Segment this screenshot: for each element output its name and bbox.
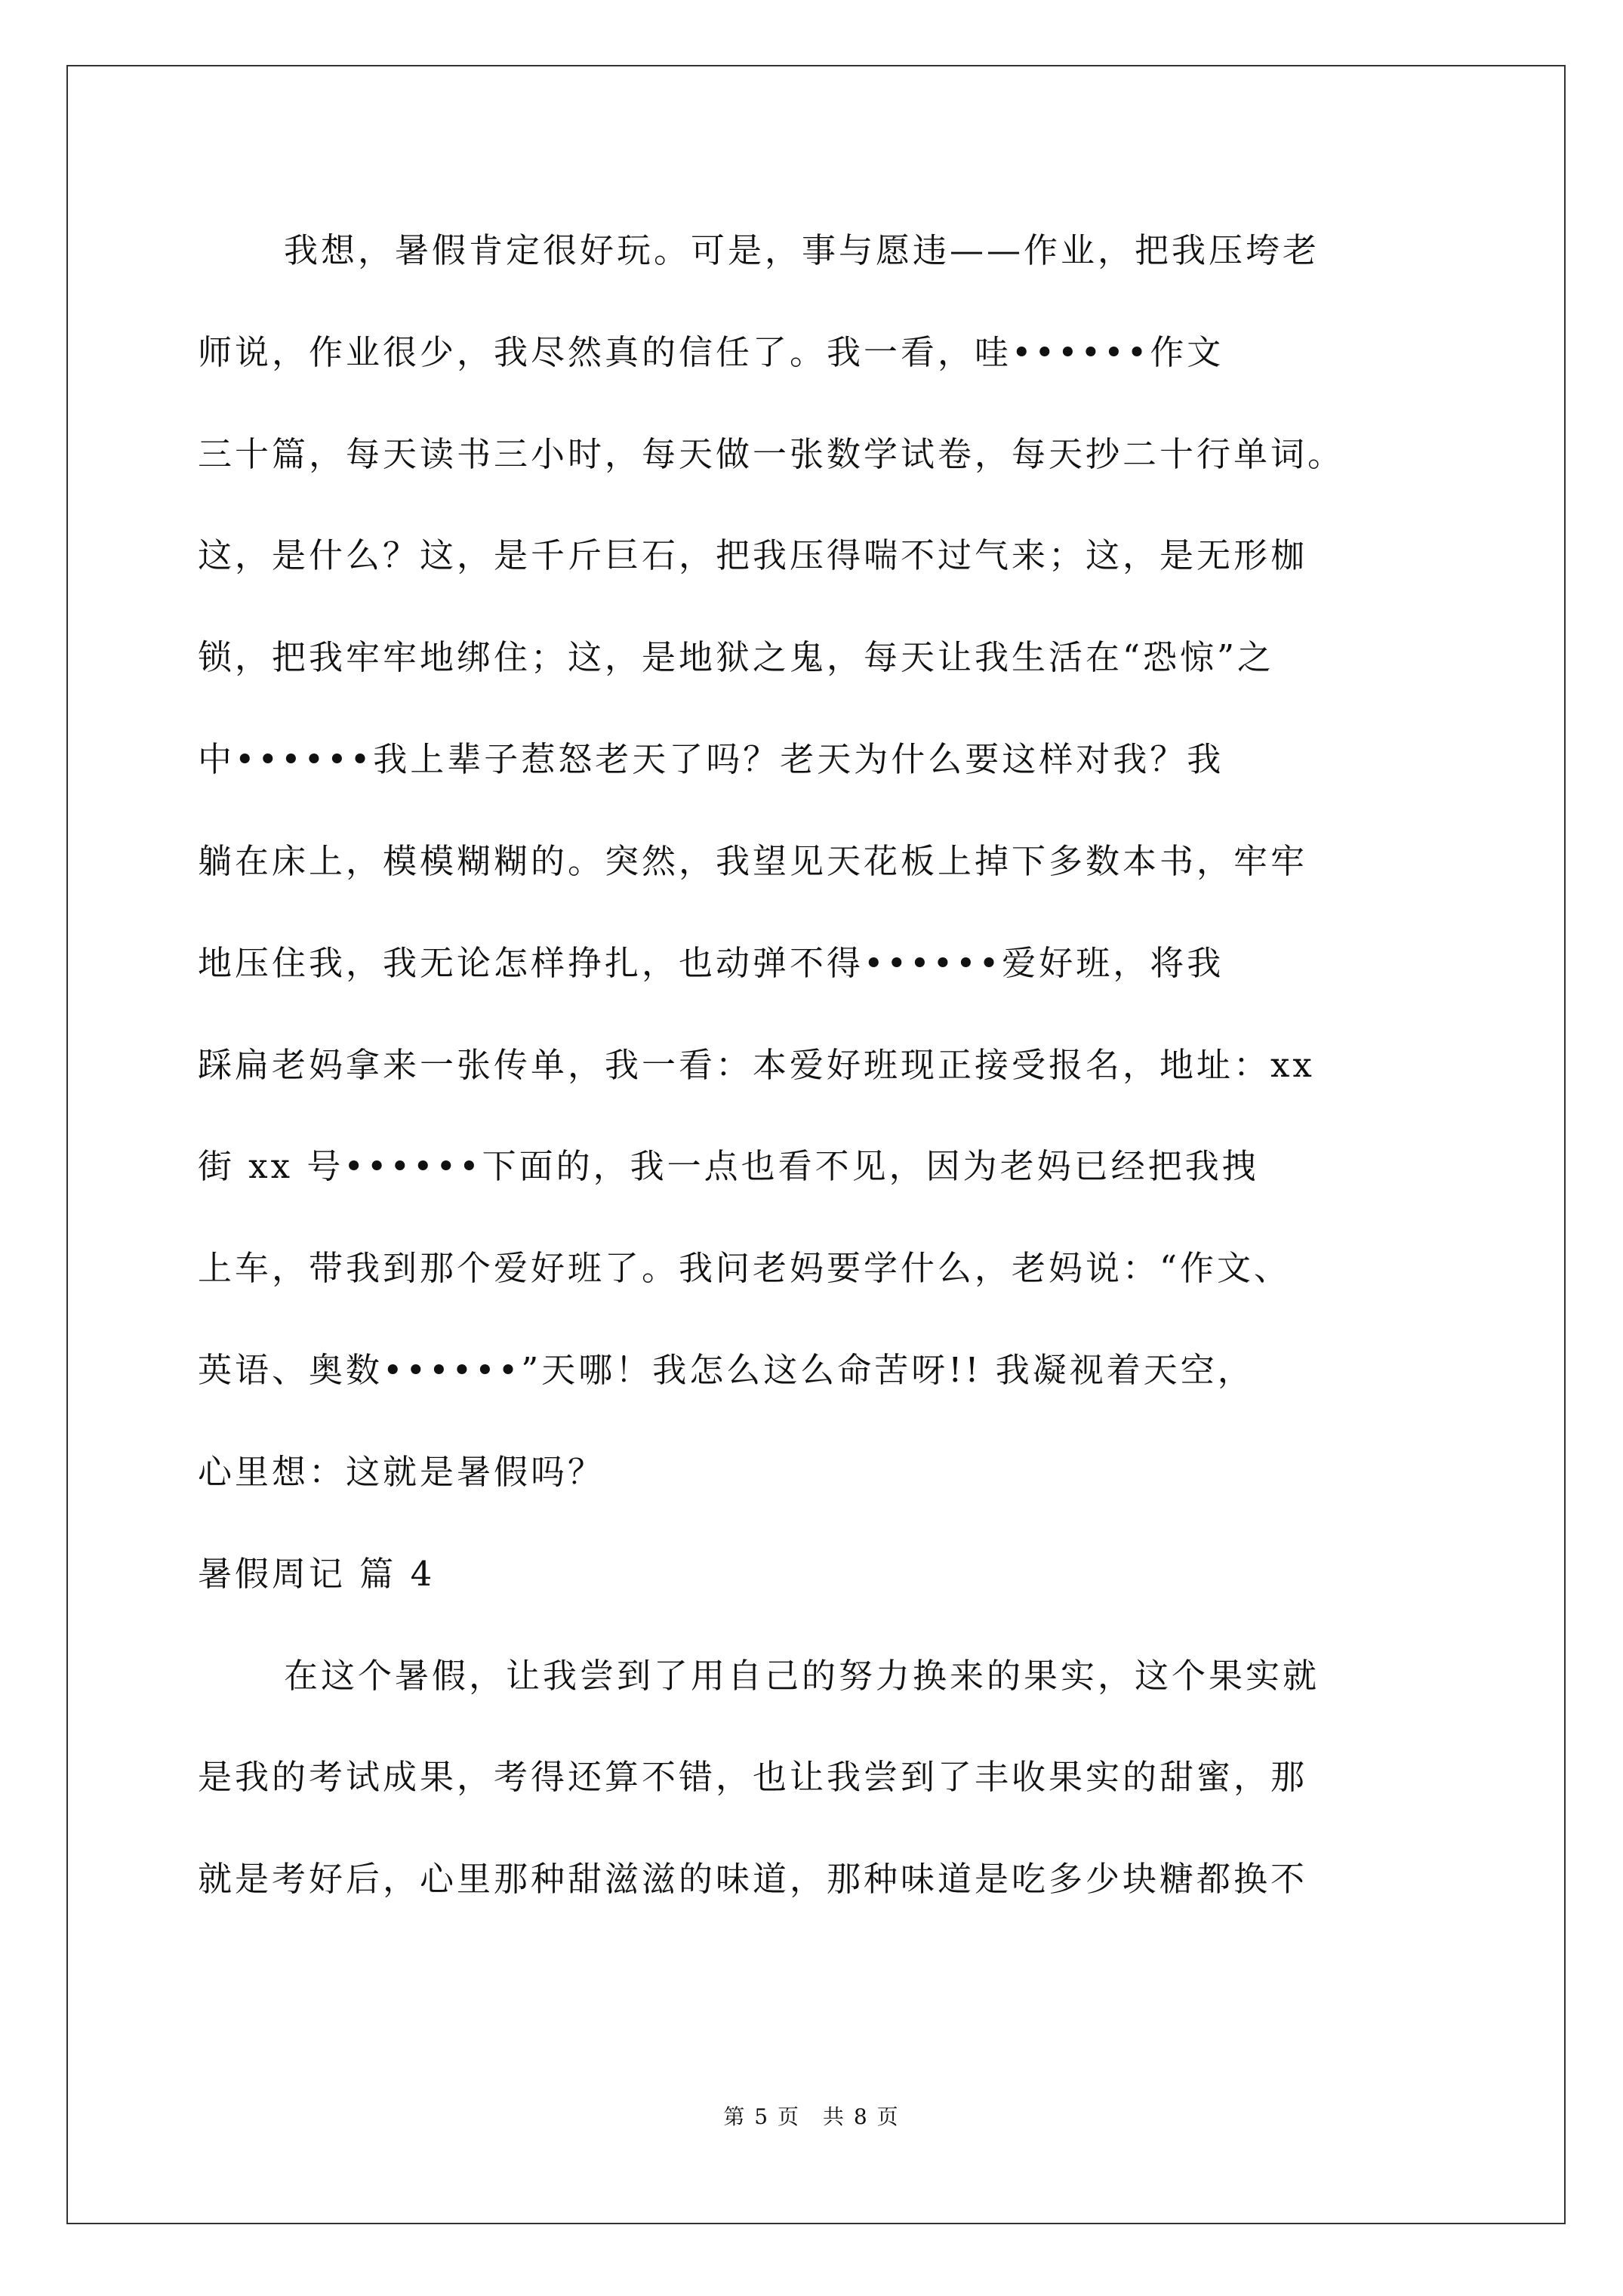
paragraph-line: 躺在床上，模模糊糊的。突然，我望见天花板上掉下多数本书，牢牢 xyxy=(198,841,1308,881)
paragraph-line: 地压住我，我无论怎样挣扎，也动弹不得••••••爱好班，将我 xyxy=(198,943,1224,983)
paragraph-line: 师说，作业很少，我尽然真的信任了。我一看，哇••••••作文 xyxy=(198,332,1224,372)
paragraph-line: 上车，带我到那个爱好班了。我问老妈要学什么，老妈说：“作文、 xyxy=(198,1248,1292,1288)
section-heading: 暑假周记 篇 4 xyxy=(198,1554,436,1594)
paragraph-line: 街 xx 号••••••下面的，我一点也看不见，因为老妈已经把我拽 xyxy=(198,1146,1259,1186)
paragraph-line: 这，是什么？这，是千斤巨石，把我压得喘不过气来；这，是无形枷 xyxy=(198,535,1308,575)
paragraph-line: 锁，把我牢牢地绑住；这，是地狱之鬼，每天让我生活在“恐惊”之 xyxy=(198,637,1275,677)
paragraph-line: 我想，暑假肯定很好玩。可是，事与愿违——作业，把我压垮老 xyxy=(284,230,1320,270)
paragraph-line: 三十篇，每天读书三小时，每天做一张数学试卷，每天抄二十行单词。 xyxy=(198,434,1345,474)
page-number-footer: 第 5 页 共 8 页 xyxy=(723,2104,900,2129)
paragraph-line: 是我的考试成果，考得还算不错，也让我尝到了丰收果实的甜蜜，那 xyxy=(198,1757,1308,1797)
paragraph-line: 踩扁老妈拿来一张传单，我一看：本爱好班现正接受报名，地址：xx xyxy=(198,1045,1315,1085)
paragraph-line: 英语、奥数••••••”天哪！我怎么这么命苦呀!! 我凝视着天空， xyxy=(198,1350,1255,1390)
paragraph-line: 中••••••我上辈子惹怒老天了吗？老天为什么要这样对我？我 xyxy=(198,739,1224,779)
paragraph-line: 在这个暑假，让我尝到了用自己的努力换来的果实，这个果实就 xyxy=(284,1656,1320,1696)
paragraph-line: 心里想：这就是暑假吗？ xyxy=(198,1452,605,1492)
paragraph-line: 就是考好后，心里那种甜滋滋的味道，那种味道是吃多少块糖都换不 xyxy=(198,1859,1308,1899)
